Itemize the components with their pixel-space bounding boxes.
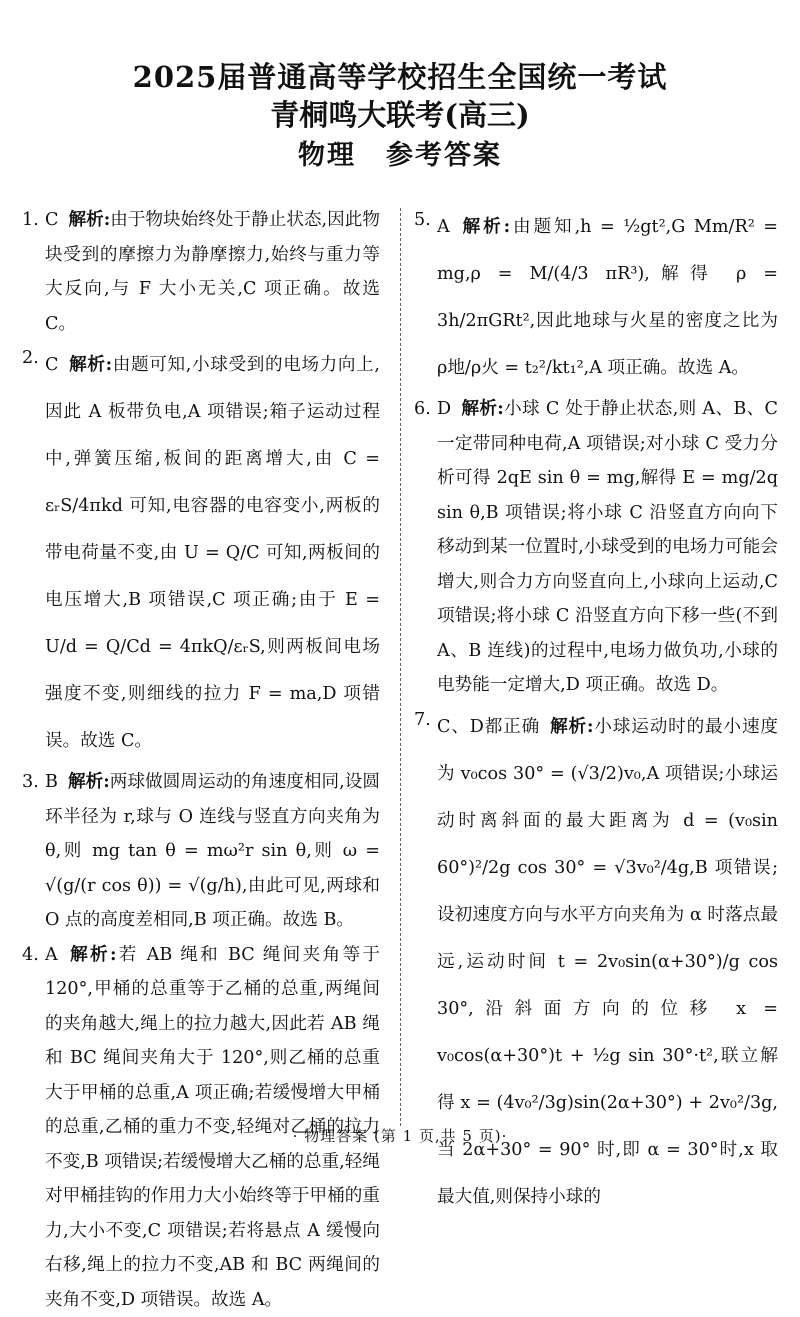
left-column	[22, 203, 380, 1317]
item-answer: A	[437, 217, 450, 237]
item-answer: C	[45, 355, 58, 375]
item-answer: C	[45, 210, 58, 230]
page-footer: · 物理答案 (第 1 页,共 5 页)·	[0, 1125, 800, 1146]
answer-key-title	[0, 134, 800, 178]
answer-item-1	[22, 203, 380, 341]
analysis-label: 解析:	[550, 716, 593, 737]
item-answer: B	[45, 772, 58, 792]
answer-item-6	[414, 392, 778, 703]
analysis-label: 解析:	[461, 398, 504, 419]
analysis-label: 解析:	[68, 209, 110, 230]
document-header	[0, 0, 800, 178]
item-number: 5.	[414, 203, 431, 238]
exam-title: 2025届普通高等学校招生全国统一考试	[0, 58, 800, 96]
analysis-label: 解析:	[68, 354, 112, 375]
item-number: 4.	[22, 938, 39, 973]
analysis-label: 解析:	[68, 944, 117, 965]
item-number: 2.	[22, 341, 39, 376]
analysis-text: 两球做圆周运动的角速度相同,设圆环半径为 r,球与 O 连线与竖直方向夹角为 θ,则 mg tan θ = mω²r sin θ,则 ω = √(g/(r cos θ)) = √(g/h),由此可见,两球和 O 点的高度差相同,B 项正确。故选 B。	[45, 772, 380, 930]
column-divider	[400, 208, 401, 1126]
item-answer: C、D都正确	[437, 717, 540, 737]
item-number: 3.	[22, 765, 39, 800]
analysis-label: 解析:	[460, 216, 510, 237]
answer-item-5	[414, 203, 778, 392]
right-column	[414, 203, 778, 1221]
item-number: 7.	[414, 703, 431, 738]
item-answer: A	[45, 945, 58, 965]
analysis-text: 若 AB 绳和 BC 绳间夹角等于 120°,甲桶的总重等于乙桶的总重,两绳间的夹角越大,绳上的拉力越大,因此若 AB 绳和 BC 绳间夹角大于 120°,则乙桶的总重大于甲桶的总重,A 项正确;若缓慢增大甲桶的总重,乙桶的重力不变,轻绳对乙桶的拉力不变,B 项错误;若缓慢增大乙桶的总重,轻绳对甲桶挂钩的作用力大小始终等于甲桶的重力,大小不变,C 项错误;若将悬点 A 缓慢向右移,绳上的拉力不变,AB 和 BC 两绳间的夹角不变,D 项错误。故选 A。	[45, 945, 380, 1310]
item-number: 1.	[22, 203, 39, 238]
doc-type-label: 参考答案	[386, 140, 502, 171]
subject-label: 物理	[298, 140, 356, 171]
item-number: 6.	[414, 392, 431, 427]
analysis-text: 由题知,h = ½gt²,G Mm/R² = mg,ρ = M/(4/3 πR³),解得 ρ = 3h/2πGRt²,因此地球与火星的密度之比为 ρ地/ρ火 = t₂²/kt₁²,A 项正确。故选 A。	[437, 217, 778, 378]
item-answer: D	[437, 399, 451, 419]
analysis-text: 由于物块始终处于静止状态,因此物块受到的摩擦力为静摩擦力,始终与重力等大反向,与 F 大小无关,C 项正确。故选 C。	[45, 210, 380, 334]
analysis-label: 解析:	[68, 771, 110, 792]
analysis-text: 小球 C 处于静止状态,则 A、B、C 一定带同种电荷,A 项错误;对小球 C 受力分析可得 2qE sin θ = mg,解得 E = mg/2q sin θ,B 项错误;将小球 C 沿竖直方向向下移动到某一位置时,小球受到的电场力可能会增大,则合力方向竖直向上,小球向上运动,C 项错误;将小球 C 沿竖直方向下移一些(不到 A、B 连线)的过程中,电场力做负功,小球的电势能一定增大,D 项正确。故选 D。	[437, 399, 778, 695]
analysis-text: 由题可知,小球受到的电场力向上,因此 A 板带负电,A 项错误;箱子运动过程中,弹簧压缩,板间的距离增大,由 C = εᵣS/4πkd 可知,电容器的电容变小,两板的带电荷量不变,由 U = Q/C 可知,两板间的电压增大,B 项错误,C 项正确;由于 E = U/d = Q/Cd = 4πkQ/εᵣS,则两板间电场强度不变,则细线的拉力 F = ma,D 项错误。故选 C。	[45, 355, 380, 751]
analysis-text: 小球运动时的最小速度为 v₀cos 30° = (√3/2)v₀,A 项错误;小球运动时离斜面的最大距离为 d = (v₀sin 60°)²/2g cos 30° = √3v₀²/4g,B 项错误;设初速度方向与水平方向夹角为 α 时落点最远,运动时间 t = 2v₀sin(α+30°)/g cos 30°,沿斜面方向的位移 x = v₀cos(α+30°)t + ½g sin 30°·t²,联立解得 x = (4v₀²/3g)sin(2α+30°) + 2v₀²/3g,当 2α+30° = 90° 时,即 α = 30°时,x 取最大值,则保持小球的	[437, 717, 778, 1207]
answer-item-3	[22, 765, 380, 938]
exam-subtitle: 青桐鸣大联考(高三)	[0, 96, 800, 134]
answer-item-2	[22, 341, 380, 765]
